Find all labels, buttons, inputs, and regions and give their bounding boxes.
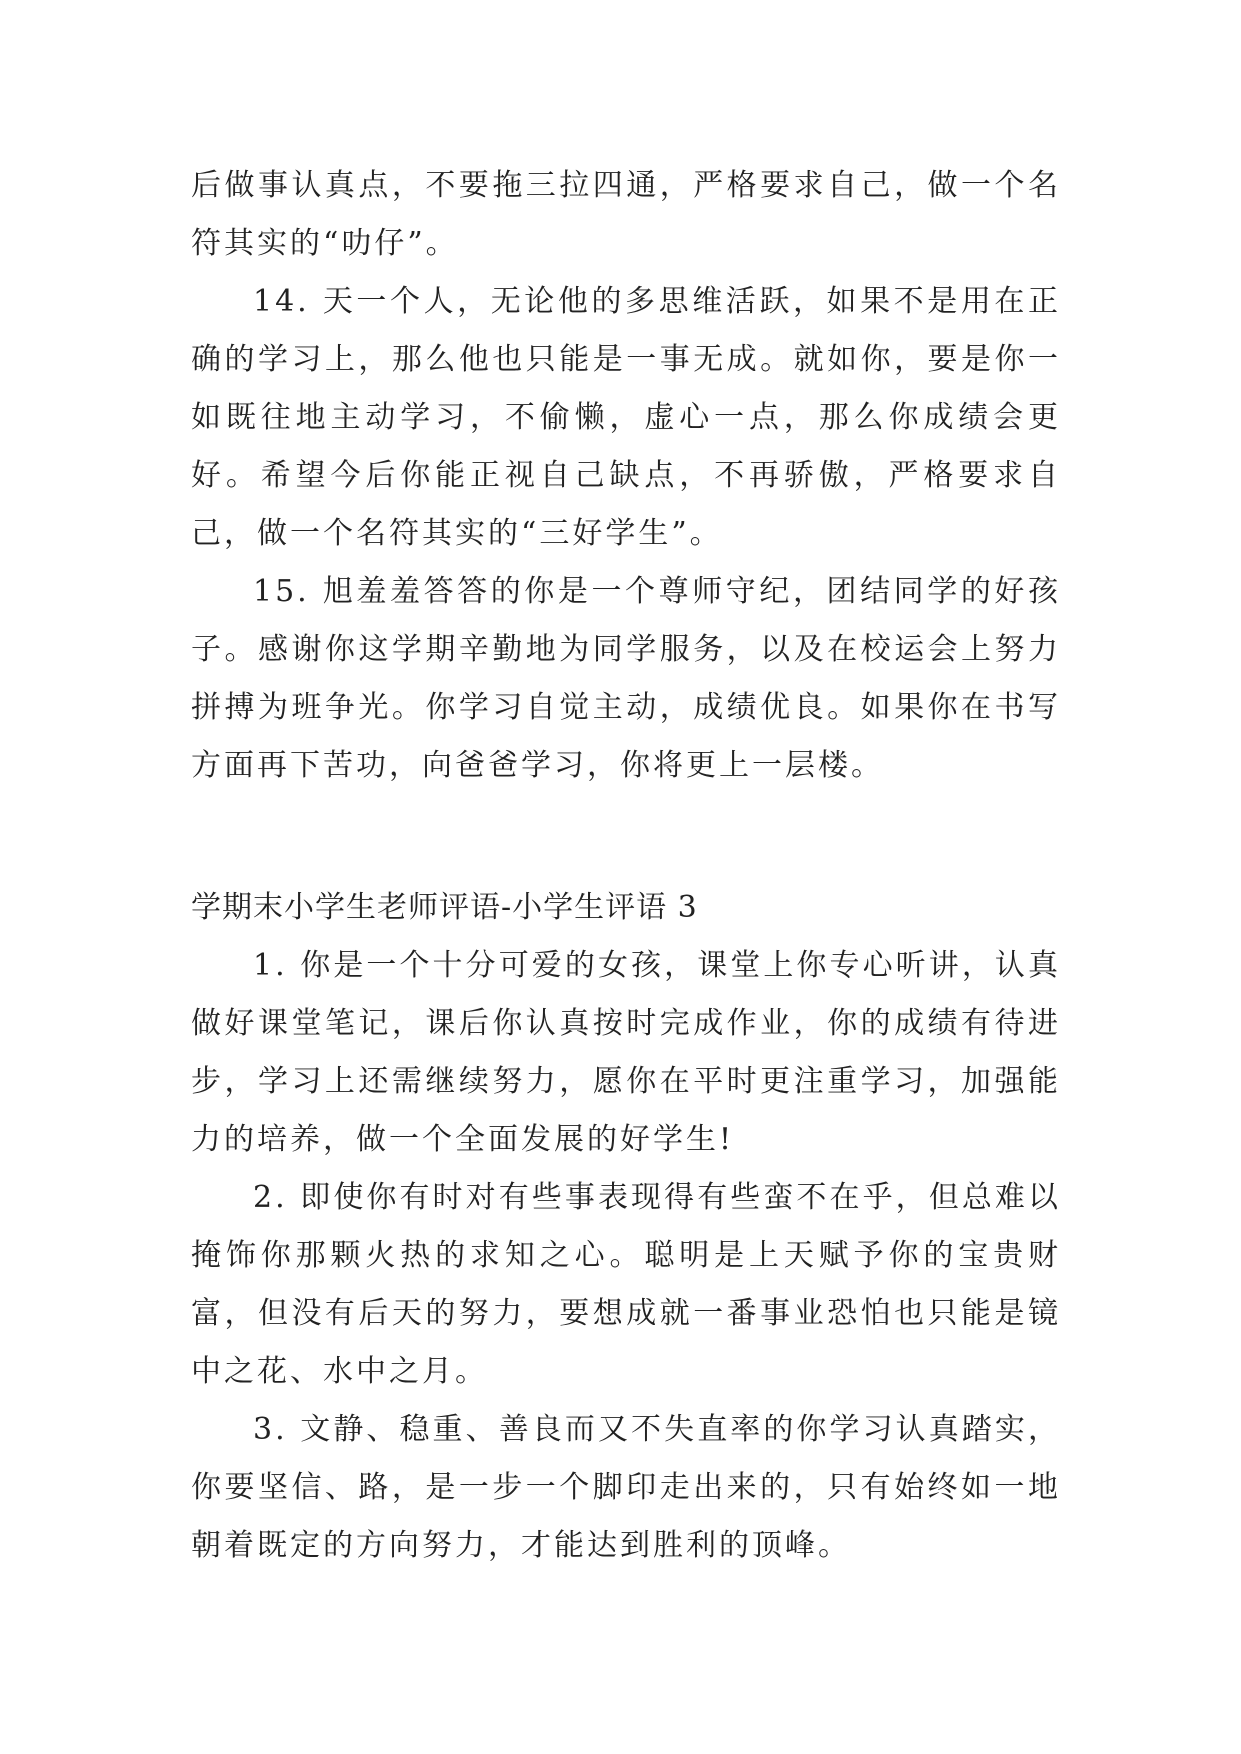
- comment-item-3: 3. 文静、稳重、善良而又不失直率的你学习认真踏实，你要坚信、路，是一步一个脚印走出来的，只有始终如一地朝着既定的方向努力，才能达到胜利的顶峰。: [191, 1412, 1061, 1563]
- comment-item-15: 15. 旭羞羞答答的你是一个尊师守纪，团结同学的好孩子。感谢你这学期辛勤地为同学服务，以及在校运会上努力拼搏为班争光。你学习自觉主动，成绩优良。如果你在书写方面再下苦功，向爸爸学习，你将更上一层楼。: [191, 574, 1061, 783]
- document-body: [191, 157, 1061, 1575]
- comment-item-14: 14. 天一个人，无论他的多思维活跃，如果不是用在正确的学习上，那么他也只能是一事无成。就如你，要是你一如既往地主动学习，不偷懒，虚心一点，那么你成绩会更好。希望今后你能正视自己缺点，不再骄傲，严格要求自己，做一个名符其实的“三好学生”。: [191, 284, 1061, 551]
- continuation-paragraph: 后做事认真点，不要拖三拉四通，严格要求自己，做一个名符其实的“叻仔”。: [191, 168, 1061, 261]
- section-heading: 学期末小学生老师评语-小学生评语 3: [191, 890, 698, 925]
- comment-item-2: 2. 即使你有时对有些事表现得有些蛮不在乎，但总难以掩饰你那颗火热的求知之心。聪明是上天赋予你的宝贵财富，但没有后天的努力，要想成就一番事业恐怕也只能是镜中之花、水中之月。: [191, 1180, 1061, 1389]
- comment-item-1: 1. 你是一个十分可爱的女孩，课堂上你专心听讲，认真做好课堂笔记，课后你认真按时完成作业，你的成绩有待进步，学习上还需继续努力，愿你在平时更注重学习，加强能力的培养，做一个全面发展的好学生!: [191, 948, 1061, 1157]
